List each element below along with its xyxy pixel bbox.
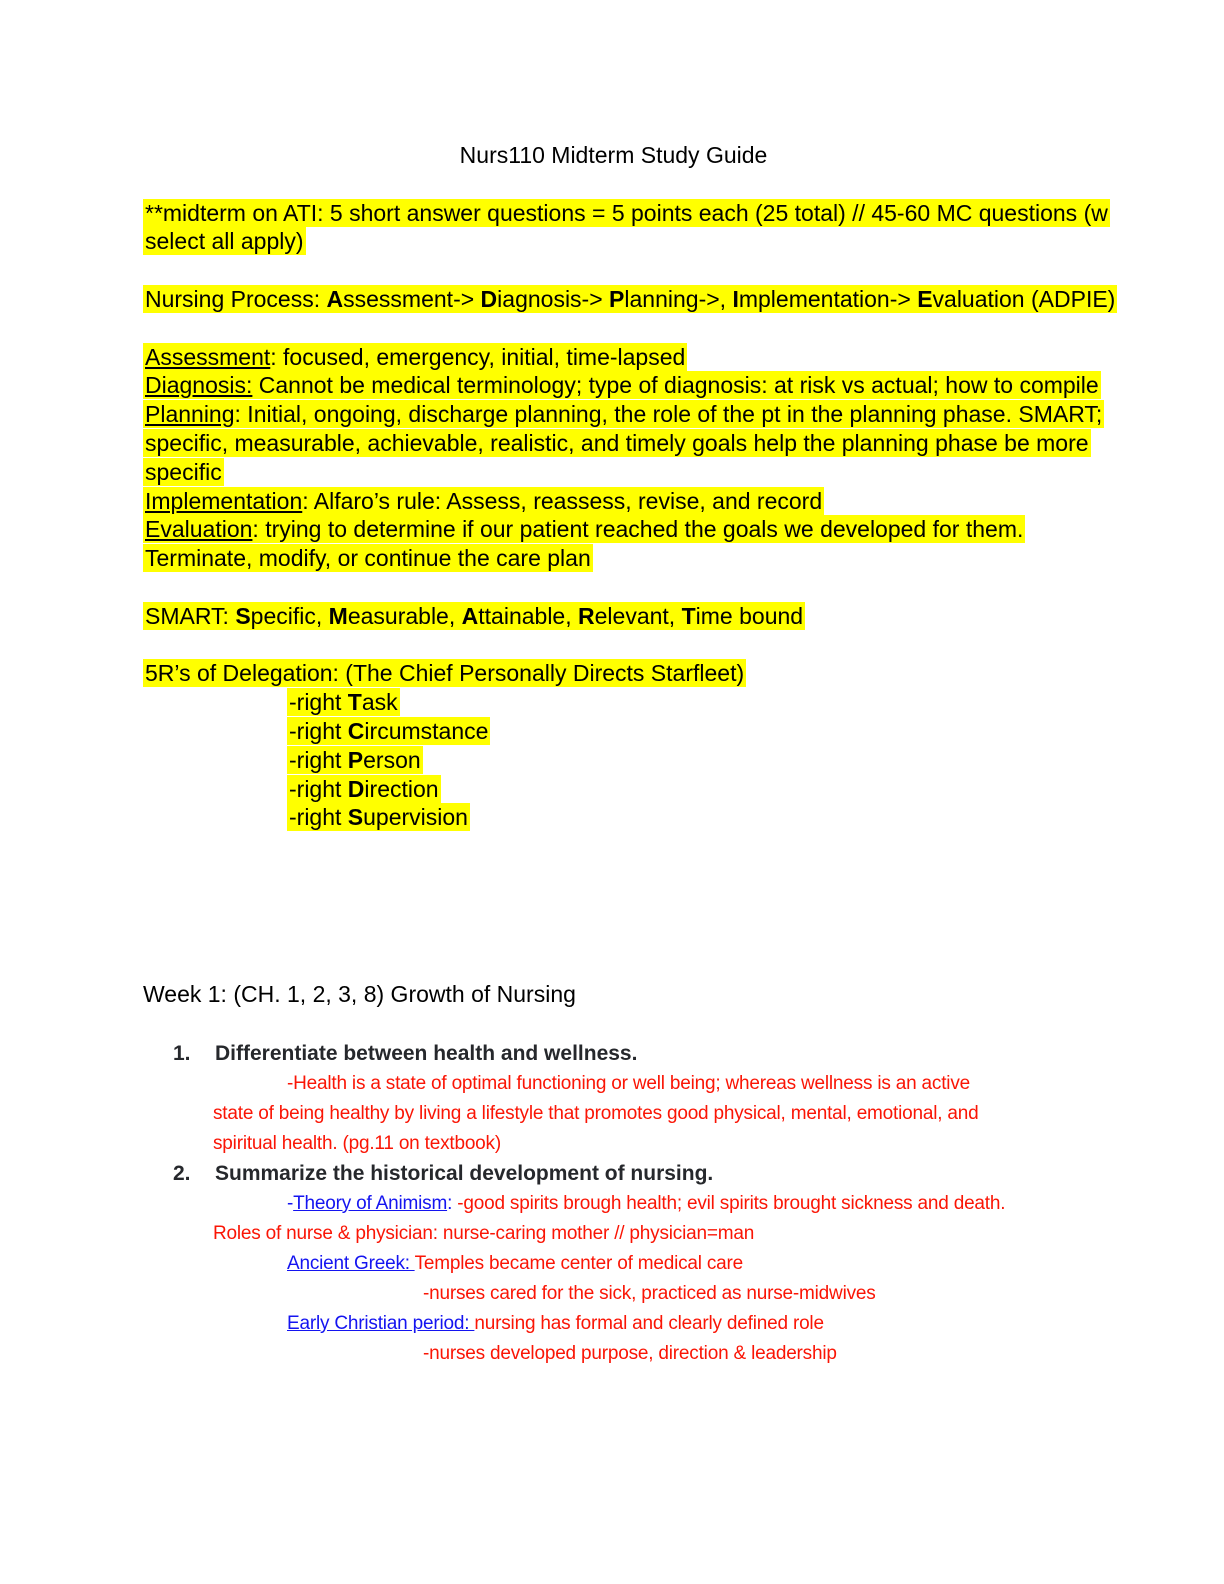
question-title: Differentiate between health and wellness.: [215, 1041, 638, 1065]
intro-paragraph: [143, 199, 1108, 257]
answer-line-animism: [143, 1189, 1084, 1219]
delegation-initial: C: [347, 717, 365, 744]
delegation-initial: T: [347, 689, 362, 716]
answer-text: -good spirits brough health; evil spirits brought sickness and death.: [452, 1192, 1006, 1214]
answer-line-early-christian: [143, 1309, 1084, 1339]
adpie-definition: : focused, emergency, initial, time-lapsed: [270, 343, 686, 370]
adpie-line-assessment: [143, 343, 1084, 372]
term-colon: :: [447, 1192, 453, 1214]
answer-line: -nurses developed purpose, direction & leadership: [423, 1342, 837, 1364]
question-number: 2.: [173, 1161, 191, 1185]
answer-line: Roles of nurse & physician: nurse-caring mother // physician=man: [213, 1222, 755, 1244]
adpie-term: Diagnosis:: [145, 372, 253, 399]
smart-word: pecific,: [250, 602, 329, 629]
underlined-term: Theory of Animism: [293, 1192, 448, 1214]
adpie-line-planning-cont2: [143, 458, 1084, 487]
process-prefix: Nursing Process:: [145, 285, 327, 312]
term-dash: -: [287, 1192, 294, 1214]
delegation-item-supervision: [143, 803, 1084, 832]
answer-line-ancient-greek: [143, 1249, 1084, 1279]
delegation-pre: -right: [289, 689, 348, 716]
delegation-rest: ask: [361, 689, 398, 716]
nursing-process-paragraph: [143, 285, 1116, 314]
question-title: Summarize the historical development of nursing.: [215, 1161, 714, 1185]
highlighted-text: **midterm on ATI: 5 short answer questions = 5 points each (25 total) // 45-60 MC questions (w: [145, 199, 1108, 226]
process-step: mplementation->: [738, 285, 918, 312]
smart-initial: A: [461, 602, 479, 629]
adpie-term: Planning: [145, 401, 235, 428]
highlighted-text: [143, 343, 687, 371]
highlighted-text: [287, 688, 400, 716]
question-1: [143, 1039, 1084, 1069]
process-step: iagnosis->: [497, 285, 610, 312]
smart-paragraph: [143, 602, 1084, 631]
highlighted-text: [287, 746, 423, 774]
highlighted-text: [143, 602, 805, 630]
smart-word: easurable,: [347, 602, 462, 629]
delegation-pre: -right: [289, 746, 348, 773]
highlighted-text: [287, 775, 441, 803]
adpie-definition: : Alfaro’s rule: Assess, reassess, revise, and record: [302, 487, 823, 514]
highlighted-text: specific, measurable, achievable, realistic, and timely goals help the planning phase be more: [145, 429, 1089, 456]
adpie-line-evaluation-cont: [143, 544, 1084, 573]
highlighted-text: [287, 717, 490, 745]
question-2: [143, 1159, 1084, 1189]
highlighted-text: [143, 285, 1117, 313]
process-initial: D: [480, 285, 498, 312]
smart-initial: M: [328, 602, 348, 629]
smart-prefix: SMART:: [145, 602, 236, 629]
answer-line: state of being healthy by living a lifestyle that promotes good physical, mental, emotional, and: [213, 1102, 979, 1124]
smart-initial: R: [578, 602, 595, 629]
process-step: valuation (ADPIE): [932, 285, 1116, 312]
highlighted-text: specific: [145, 458, 222, 485]
adpie-term: Assessment: [145, 343, 271, 370]
nursing-process-line: [143, 285, 1116, 314]
delegation-rest: ircumstance: [364, 717, 489, 744]
smart-initial: T: [681, 602, 696, 629]
answer-text: nursing has formal and clearly defined role: [474, 1312, 824, 1334]
adpie-definition: : trying to determine if our patient reached the goals we developed for them.: [252, 516, 1024, 543]
delegation-rest: irection: [364, 775, 439, 802]
smart-word: ttainable,: [478, 602, 579, 629]
answer-line: -nurses cared for the sick, practiced as nurse-midwives: [423, 1282, 876, 1304]
adpie-line-diagnosis: [143, 371, 1099, 400]
smart-line: [143, 602, 1084, 631]
highlighted-text: select all apply): [145, 228, 304, 255]
highlighted-text: 5R’s of Delegation: (The Chief Personally Directs Starfleet): [145, 660, 745, 687]
adpie-line-implementation: [143, 487, 1084, 516]
adpie-definition: : Initial, ongoing, discharge planning, the role of the pt in the planning phase. SMART;: [234, 401, 1103, 428]
intro-line-1: [143, 199, 1108, 228]
delegation-pre: -right: [289, 804, 348, 831]
delegation-heading: [143, 659, 1084, 688]
process-initial: I: [732, 285, 739, 312]
delegation-item-circumstance: [143, 717, 1084, 746]
adpie-definitions: [143, 343, 1103, 573]
underlined-term: Early Christian period:: [287, 1312, 475, 1334]
highlighted-text: [143, 400, 1104, 428]
smart-word: ime bound: [695, 602, 804, 629]
delegation-initial: S: [347, 804, 364, 831]
answer-text: Temples became center of medical care: [414, 1252, 744, 1274]
delegation-item-direction: [143, 775, 1084, 804]
smart-initial: S: [235, 602, 251, 629]
document-title: Nurs110 Midterm Study Guide: [459, 142, 768, 168]
delegation-item-person: [143, 746, 1084, 775]
smart-word: elevant,: [594, 602, 682, 629]
process-initial: A: [326, 285, 344, 312]
week1-heading: Week 1: (CH. 1, 2, 3, 8) Growth of Nursing: [143, 981, 576, 1008]
answer-line: spiritual health. (pg.11 on textbook): [213, 1132, 501, 1154]
highlighted-text: [143, 515, 1025, 543]
question-list: [143, 1039, 1084, 1369]
answer-line: -Health is a state of optimal functioning or well being; whereas wellness is an active: [287, 1072, 970, 1094]
delegation-rest: erson: [363, 746, 421, 773]
delegation-rest: upervision: [363, 804, 468, 831]
process-step: lanning->,: [624, 285, 733, 312]
delegation-pre: -right: [289, 717, 348, 744]
adpie-term: Implementation: [145, 487, 303, 514]
adpie-line-planning: [143, 400, 1103, 429]
highlighted-text: [143, 487, 824, 515]
process-initial: E: [917, 285, 933, 312]
process-step: ssessment->: [343, 285, 481, 312]
delegation-item-task: [143, 688, 1084, 717]
delegation-initial: P: [347, 746, 364, 773]
delegation-section: [143, 659, 1084, 832]
adpie-line-evaluation: [143, 515, 1084, 544]
underlined-term: Ancient Greek:: [287, 1252, 415, 1274]
highlighted-text: [287, 803, 470, 831]
process-initial: P: [609, 285, 625, 312]
highlighted-text: Terminate, modify, or continue the care plan: [145, 545, 591, 572]
question-number: 1.: [173, 1041, 191, 1065]
highlighted-text: [143, 371, 1101, 399]
adpie-definition: Cannot be medical terminology; type of diagnosis: at risk vs actual; how to compile: [252, 372, 1099, 399]
intro-line-2: [143, 227, 1084, 256]
delegation-pre: -right: [289, 775, 348, 802]
adpie-line-planning-cont: [143, 429, 1089, 458]
delegation-initial: D: [347, 775, 365, 802]
adpie-term: Evaluation: [145, 516, 253, 543]
